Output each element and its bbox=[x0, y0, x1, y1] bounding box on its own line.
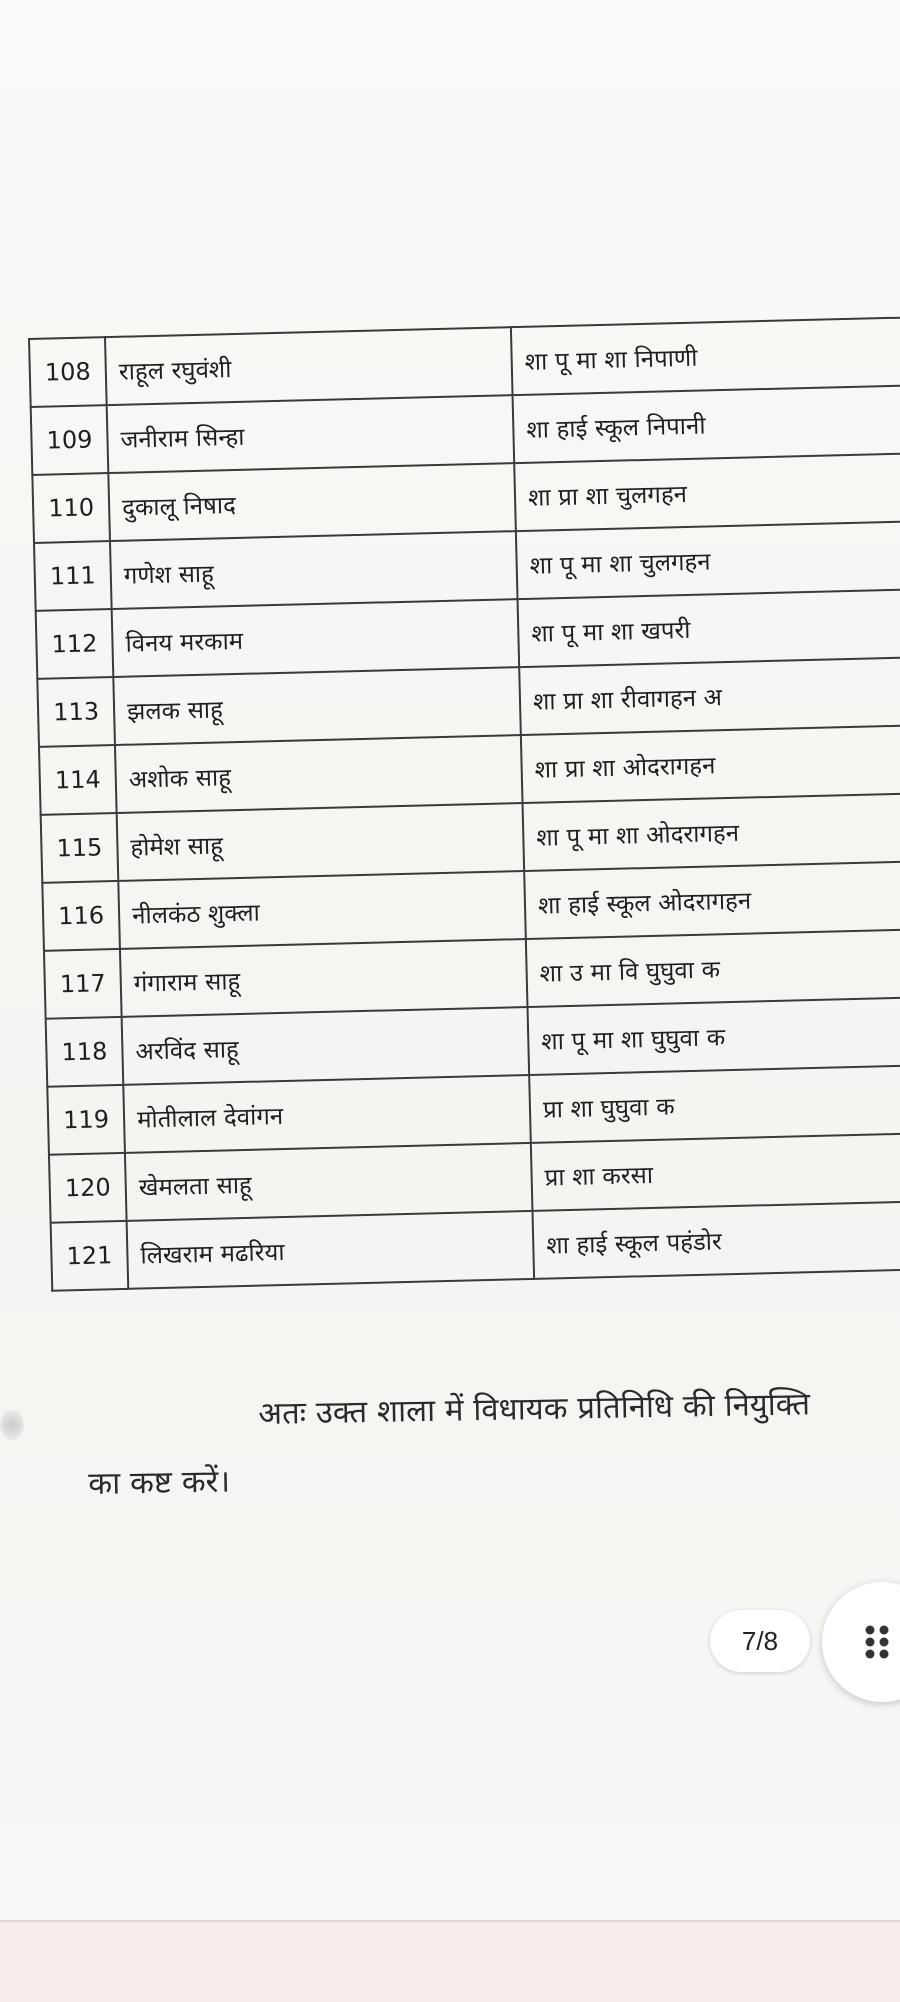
page-indicator: 7/8 bbox=[710, 1610, 810, 1672]
page-smudge bbox=[0, 1410, 24, 1440]
serial-number-cell: 109 bbox=[31, 405, 109, 475]
person-name-cell: राहूल रघुवंशी bbox=[105, 327, 513, 405]
person-name-cell: अशोक साहू bbox=[115, 735, 523, 813]
serial-number-cell: 111 bbox=[34, 541, 112, 611]
school-name-cell: शा प्रा शा चुलगहन bbox=[514, 453, 900, 531]
serial-number-cell: 116 bbox=[42, 881, 120, 951]
serial-number-cell: 110 bbox=[32, 473, 110, 543]
serial-number-cell: 117 bbox=[44, 949, 122, 1019]
note-line-2: का कष्ट करें। bbox=[88, 1463, 231, 1502]
serial-number-cell: 120 bbox=[49, 1153, 127, 1223]
dots-grid-icon bbox=[862, 1622, 900, 1662]
school-name-cell: प्रा शा घुघुवा क bbox=[529, 1065, 900, 1143]
school-name-cell: शा प्रा शा ओदरागहन bbox=[521, 725, 900, 803]
school-name-cell: प्रा शा करसा bbox=[531, 1133, 900, 1211]
person-name-cell: जनीराम सिन्हा bbox=[107, 395, 515, 473]
school-name-cell: शा पू मा शा चुलगहन bbox=[516, 521, 900, 599]
records-table bbox=[28, 314, 900, 1291]
school-name-cell: शा पू मा शा ओदरागहन bbox=[523, 793, 900, 871]
school-name-cell: शा पू मा शा घुघुवा क bbox=[527, 997, 900, 1075]
serial-number-cell: 121 bbox=[51, 1221, 129, 1291]
person-name-cell: होमेश साहू bbox=[117, 803, 525, 881]
person-name-cell: गणेश साहू bbox=[110, 531, 518, 609]
school-name-cell: शा हाई स्कूल ओदरागहन bbox=[524, 861, 900, 939]
serial-number-cell: 112 bbox=[36, 609, 114, 679]
note-line-1: अतः उक्त शाला में विधायक प्रतिनिधि की नियुक्ति bbox=[258, 1386, 811, 1432]
person-name-cell: विनय मरकाम bbox=[112, 599, 520, 677]
person-name-cell: अरविंद साहू bbox=[122, 1007, 530, 1085]
records-table-container bbox=[28, 316, 900, 1292]
person-name-cell: झलक साहू bbox=[113, 667, 521, 745]
serial-number-cell: 119 bbox=[47, 1085, 125, 1155]
school-name-cell: शा पू मा शा खपरी bbox=[518, 589, 900, 667]
school-name-cell: शा उ मा वि घुघुवा क bbox=[526, 929, 900, 1007]
serial-number-cell: 114 bbox=[39, 745, 117, 815]
person-name-cell: दुकालू निषाद bbox=[108, 463, 516, 541]
person-name-cell: गंगाराम साहू bbox=[120, 939, 528, 1017]
school-name-cell: शा प्रा शा रीवागहन अ bbox=[519, 657, 900, 735]
bottom-bar bbox=[0, 1920, 900, 2002]
school-name-cell: शा हाई स्कूल पहंडोर bbox=[532, 1201, 900, 1279]
serial-number-cell: 115 bbox=[41, 813, 119, 883]
person-name-cell: खेमलता साहू bbox=[125, 1143, 533, 1221]
serial-number-cell: 108 bbox=[29, 337, 107, 407]
school-name-cell: शा हाई स्कूल निपानी bbox=[513, 386, 900, 464]
person-name-cell: नीलकंठ शुक्ला bbox=[118, 871, 526, 949]
school-name-cell: शा पू मा शा निपाणी bbox=[511, 318, 900, 396]
serial-number-cell: 118 bbox=[46, 1017, 124, 1087]
person-name-cell: लिखराम मढरिया bbox=[127, 1211, 535, 1289]
records-table-body bbox=[29, 315, 900, 1290]
person-name-cell: मोतीलाल देवांगन bbox=[123, 1075, 531, 1153]
serial-number-cell: 113 bbox=[37, 677, 115, 747]
